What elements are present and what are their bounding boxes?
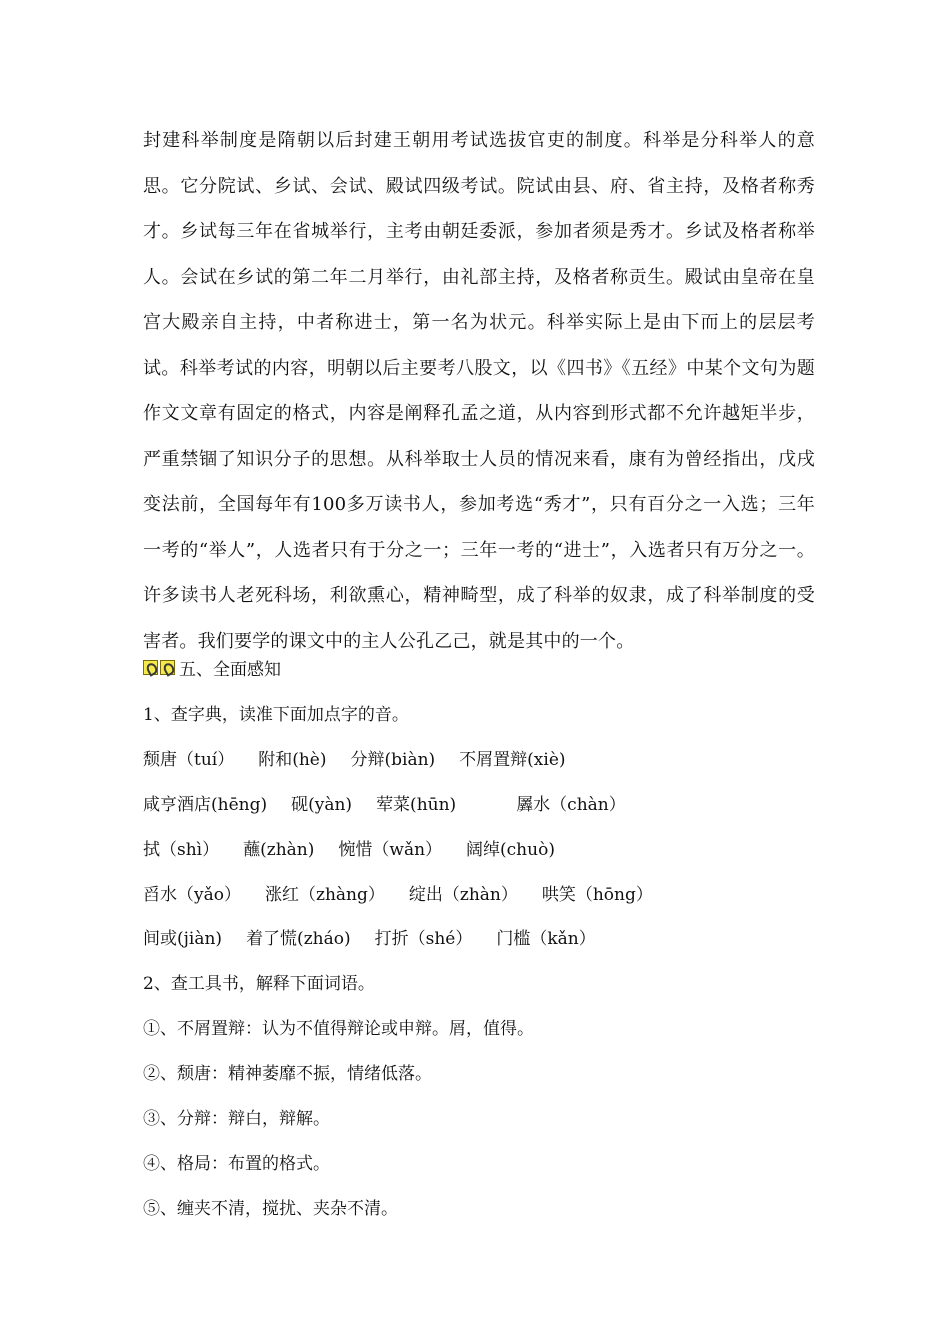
section-title: 五、全面感知 [179,659,281,680]
pronunciation-item: 涨红（zhàng） [264,885,385,905]
question-2-title: 2、查工具书，解释下面词语。 [143,974,375,994]
pronunciation-row-5 [143,926,620,952]
bullet-icon [160,660,175,675]
pronunciation-row-2 [143,792,650,818]
pronunciation-item: 门槛（kǎn） [496,929,596,949]
definition-item: ④、格局：布置的格式。 [143,1154,330,1174]
pronunciation-item: 着了慌(zháo) [246,929,351,949]
definition-item: ①、不屑置辩：认为不值得辩论或申辩。屑，值得。 [143,1019,534,1039]
pronunciation-item: 不屑置辩(xiè) [459,750,566,770]
intro-paragraph: 封建科举制度是隋朝以后封建王朝用考试选拔官吏的制度。科举是分科举人的意思。它分院试、乡试、会试、殿试四级考试。院试由县、府、省主持，及格者称秀才。乡试每三年在省城举行，主考由朝廷委派，参加者须是秀才。乡试及格者称举人。会试在乡试的第二年二月举行，由礼部主持，及格者称贡生。殿试由皇帝在皇宫大殿亲自主持，中者称进士，第一名为状元。科举实际上是由下而上的层层考试。科举考试的内容，明朝以后主要考八股文，以《四书》《五经》中某个文句为题作文文章有固定的格式，内容是阐释孔孟之道，从内容到形式都不允许越矩半步，严重禁锢了知识分子的思想。从科举取士人员的情况来看，康有为曾经指出，戊戌变法前，全国每年有100多万读书人，参加考选“秀才”，只有百分之一入选；三年一考的“举人”，人选者只有于分之一；三年一考的“进士”，入选者只有万分之一。许多读书人老死科场，利欲熏心，精神畸型，成了科举的奴隶，成了科举制度的受害者。我们要学的课文中的主人公孔乙己，就是其中的一个。 [143,130,815,652]
pronunciation-item: 颓唐（tuí） [143,750,235,770]
definition-item: ⑤、缠夹不清，搅扰、夹杂不清。 [143,1199,398,1219]
pronunciation-item: 绽出（zhàn） [408,885,518,905]
pronunciation-item: 舀水（yǎo） [143,885,241,905]
pronunciation-item: 惋惜（wǎn） [338,840,443,860]
pronunciation-item: 哄笑（hōng） [541,885,653,905]
pronunciation-row-1 [143,747,590,773]
pronunciation-row-3 [143,837,579,863]
pronunciation-item: 荤菜(hūn) [376,795,457,815]
pronunciation-item: 砚(yàn) [291,795,353,815]
pronunciation-item: 蘸(zhàn) [243,840,315,860]
pronunciation-item: 分辩(biàn) [350,750,436,770]
definition-item: ③、分辩：辩白，辩解。 [143,1109,330,1129]
pronunciation-item: 羼水（chàn） [516,795,626,815]
definition-item: ②、颓唐：精神萎靡不振，情绪低落。 [143,1064,432,1084]
bullet-icon [143,660,158,675]
pronunciation-item: 附和(hè) [258,750,327,770]
pronunciation-row-4 [143,882,677,908]
question-1-title: 1、查字典，读准下面加点字的音。 [143,705,409,725]
pronunciation-item: 打折（shé） [374,929,473,949]
pronunciation-item: 咸亨酒店(hēng) [143,795,268,815]
heading-icons [143,660,177,675]
pronunciation-item: 阔绰(chuò) [466,840,555,860]
section-heading [143,654,281,680]
pronunciation-item: 拭（shì） [143,840,220,860]
pronunciation-item: 间或(jiàn) [143,929,223,949]
